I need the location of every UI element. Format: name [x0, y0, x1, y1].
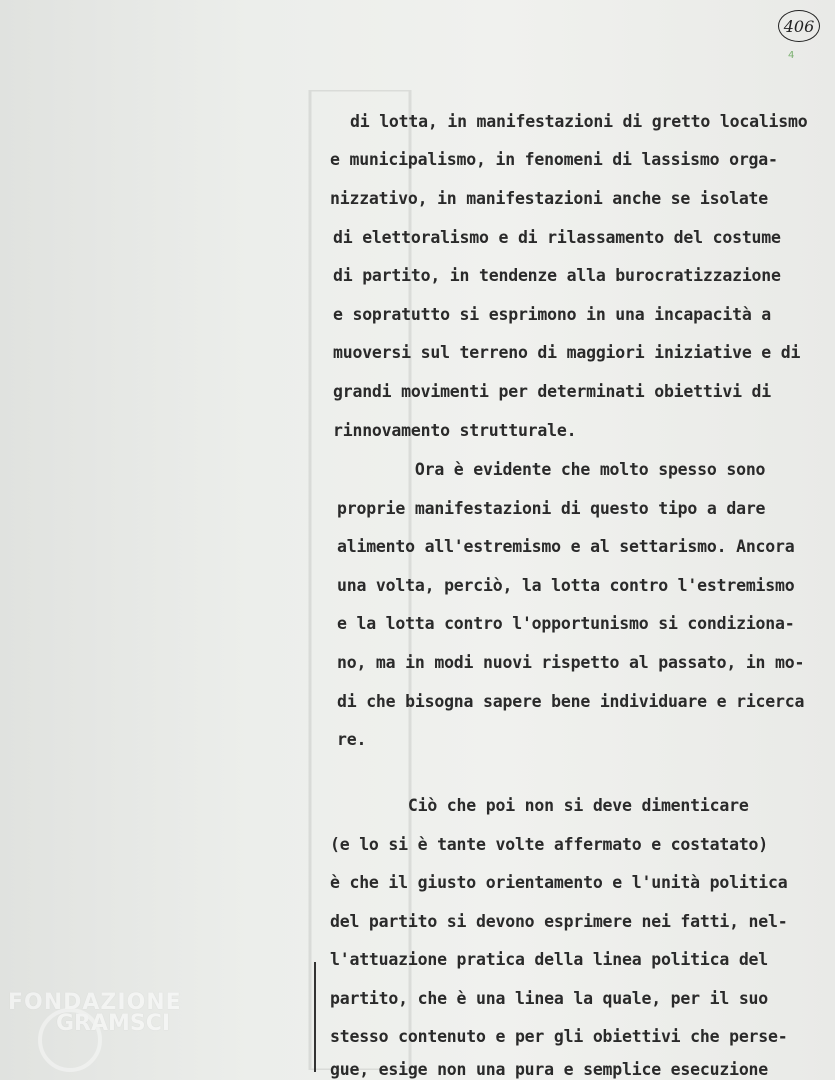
text-line: muoversi sul terreno di maggiori iniziative e di: [333, 343, 801, 362]
logo-line-1: FONDAZIONE: [8, 990, 182, 1015]
text-line: l'attuazione pratica della linea politica del: [330, 950, 769, 969]
page-number: 406: [778, 10, 820, 42]
text-line: partito, che è una linea la quale, per il suo: [330, 989, 769, 1008]
text-line: rinnovamento strutturale.: [333, 421, 577, 440]
text-line: di elettoralismo e di rilassamento del costume: [333, 228, 781, 247]
text-line: una volta, perciò, la lotta contro l'estremismo: [337, 576, 795, 595]
text-line: alimento all'estremismo e al settarismo. Ancora: [337, 537, 795, 556]
text-line: e municipalismo, in fenomeni di lassismo orga-: [330, 150, 778, 169]
text-line: proprie manifestazioni di questo tipo a dare: [337, 499, 766, 518]
text-line: di lotta, in manifestazioni di gretto localismo: [350, 112, 808, 131]
text-line: (e lo si è tante volte affermato e costatato): [330, 835, 769, 854]
text-line: è che il giusto orientamento e l'unità politica: [330, 873, 788, 892]
text-line: di partito, in tendenze alla burocratizzazione: [333, 266, 781, 285]
text-line: Ciò che poi non si deve dimenticare: [330, 796, 749, 815]
text-line: re.: [337, 730, 367, 749]
text-line: e la lotta contro l'opportunismo si condiziona-: [337, 614, 795, 633]
text-line: stesso contenuto e per gli obiettivi che perse-: [330, 1027, 788, 1046]
margin-pencil-line: [314, 962, 316, 1072]
margin-mark: 4: [788, 50, 795, 61]
text-line: di che bisogna sapere bene individuare e ricerca: [337, 692, 805, 711]
text-line: grandi movimenti per determinati obiettivi di: [333, 382, 772, 401]
logo-line-2: GRAMSCI: [56, 1011, 171, 1036]
fondazione-gramsci-logo: [8, 990, 208, 1070]
text-line: del partito si devono esprimere nei fatti, nel-: [330, 912, 788, 931]
text-line: e sopratutto si esprimono in una incapacità a: [333, 305, 772, 324]
text-line: gue, esige non una pura e semplice esecuzione: [330, 1060, 769, 1079]
text-line: Ora è evidente che molto spesso sono: [337, 460, 766, 479]
text-line: nizzativo, in manifestazioni anche se isolate: [330, 189, 769, 208]
text-line: no, ma in modi nuovi rispetto al passato, in mo-: [337, 653, 805, 672]
logo-g-icon: [38, 1008, 102, 1072]
